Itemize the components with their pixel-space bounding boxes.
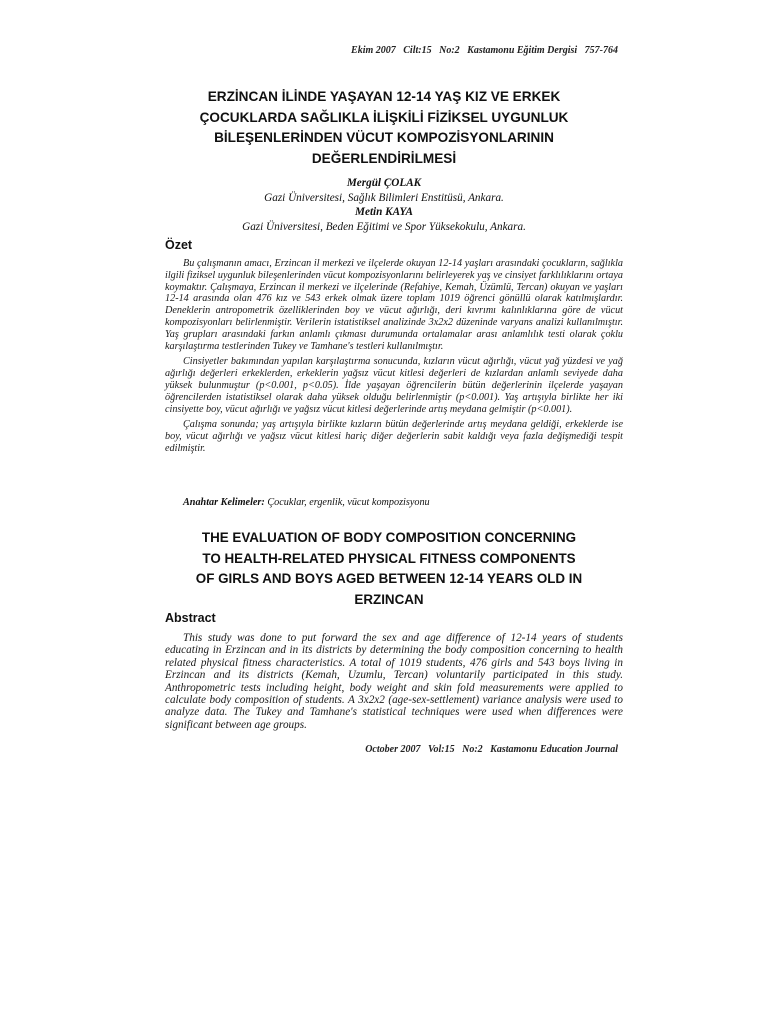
ozet-body [165,258,623,455]
author-block [160,176,608,234]
english-title-line: THE EVALUATION OF BODY COMPOSITION CONCERNING [201,530,577,545]
turkish-title-line: ERZİNCAN İLİNDE YAŞAYAN 12-14 YAŞ KIZ VE ERKEK [207,89,561,104]
abstract-paragraph: This study was done to put forward the sex and age difference of 12-14 years of students educating in Erzincan and in its districts by determining the body composition concerning to health related physical fitness characteristics. A total of 1019 students, 476 girls and 543 boys living in Erzincan and its districts (Kemah, Uzumlu, Tercan) voluntarily participated in this study. Anthropometric tests including height, body weight and skin fold measurements were applied to calculate body composition of students. A 3x2x2 (age-sex-settlement) variance analysis were used to analyze data. The Tukey and Tamhane's statistical techniques were used when differences were significant between age groups. [165,632,623,731]
turkish-title-line: BİLEŞENLERİNDEN VÜCUT KOMPOZİSYONLARININ [214,130,554,145]
abstract-heading: Abstract [165,611,216,625]
keywords-line [183,497,430,508]
abstract-body [165,632,623,731]
author-name: Metin KAYA [355,206,413,218]
turkish-title [170,87,598,169]
keywords-label: Anahtar Kelimeler: [183,497,265,508]
journal-footer: October 2007 Vol:15 No:2 Kastamonu Education Journal [365,744,618,755]
author-name: Mergül ÇOLAK [346,177,422,189]
journal-header: Ekim 2007 Cilt:15 No:2 Kastamonu Eğitim Dergisi 757-764 [351,45,618,56]
ozet-paragraph: Bu çalışmanın amacı, Erzincan il merkezi ve ilçelerde okuyan 12-14 yaşları arasındaki çocukların, sağlıkla ilgili fiziksel uygunluk bileşenlerinden vücut kompozisyonlarını belirleyerek yaş ve cinsiyet farklılıklarını ortaya koymaktır. Çalışmaya, Erzincan il merkezi ve ilçelerinde (Refahiye, Kemah, Üzümlü, Tercan) okuyan ve yaşları 12-14 arasında olan 476 kız ve 543 erkek olmak üzere toplam 1019 öğrenci gönüllü olarak katılmışlardır. Deneklerin antropometrik özelliklerinden boy ve vücut ağırlığı, deri kıvrımı kalınlıklarına göre de vücut kompozisyonları belirlenmiştir. Verilerin istatistiksel analizinde 3x2x2 düzeninde varyans analizi kullanılmıştır. Yaş grupları arasındaki farkın anlamlı çıkması durumunda ortalamalar arası anlamlılık testi olarak çoklu karşılaştırma testlerinden Tukey ve Tamhane's testleri kullanılmıştır. [165,258,623,352]
ozet-paragraph: Cinsiyetler bakımından yapılan karşılaştırma sonucunda, kızların vücut ağırlığı, vücut yağ yüzdesi ve yağ ağırlığı değerleri erkeklerden, erkeklerin yağsız vücut kitlesi değerleri de kızlardan anlamlı seviyede daha yüksek bulunmuştur (p<0.001, p<0.05). İlde yaşayan öğrencilerin bütün değerlerinin ilçelerde yaşayan öğrencilerden istatistiksel olarak daha yüksek olduğu belirlenmiştir (p<0.001). Yaş artışıyla birlikte her iki cinsiyette boy, vücut ağırlığı ve yağsız vücut kitlesi değerlerinde artış meydana gelmiştir (p<0.001). [165,356,623,415]
english-title-line: ERZINCAN [354,591,424,607]
turkish-title-line: DEĞERLENDİRİLMESİ [311,150,457,166]
english-title-line: TO HEALTH-RELATED PHYSICAL FITNESS COMPONENTS [202,550,576,566]
author-affiliation: Gazi Üniversitesi, Beden Eğitimi ve Spor Yüksekokulu, Ankara. [242,220,526,233]
ozet-paragraph: Çalışma sonunda; yaş artışıyla birlikte kızların bütün değerlerinde artış meydana geldiği, erkeklerde ise boy, vücut ağırlığı ve yağsız vücut kitlesi hariç diğer değerlerin sabit kaldığı veya fazla değişmediği tespit edilmiştir. [165,419,623,454]
english-title [165,528,613,610]
turkish-title-line: ÇOCUKLARDA SAĞLIKLA İLİŞKİLİ FİZİKSEL UYGUNLUK [199,109,569,125]
keywords-text: Çocuklar, ergenlik, vücut kompozisyonu [264,497,430,508]
english-title-line: OF GIRLS AND BOYS AGED BETWEEN 12-14 YEARS OLD IN [195,571,583,586]
author-affiliation: Gazi Üniversitesi, Sağlık Bilimleri Enstitüsü, Ankara. [264,191,504,204]
ozet-heading: Özet [165,238,193,252]
